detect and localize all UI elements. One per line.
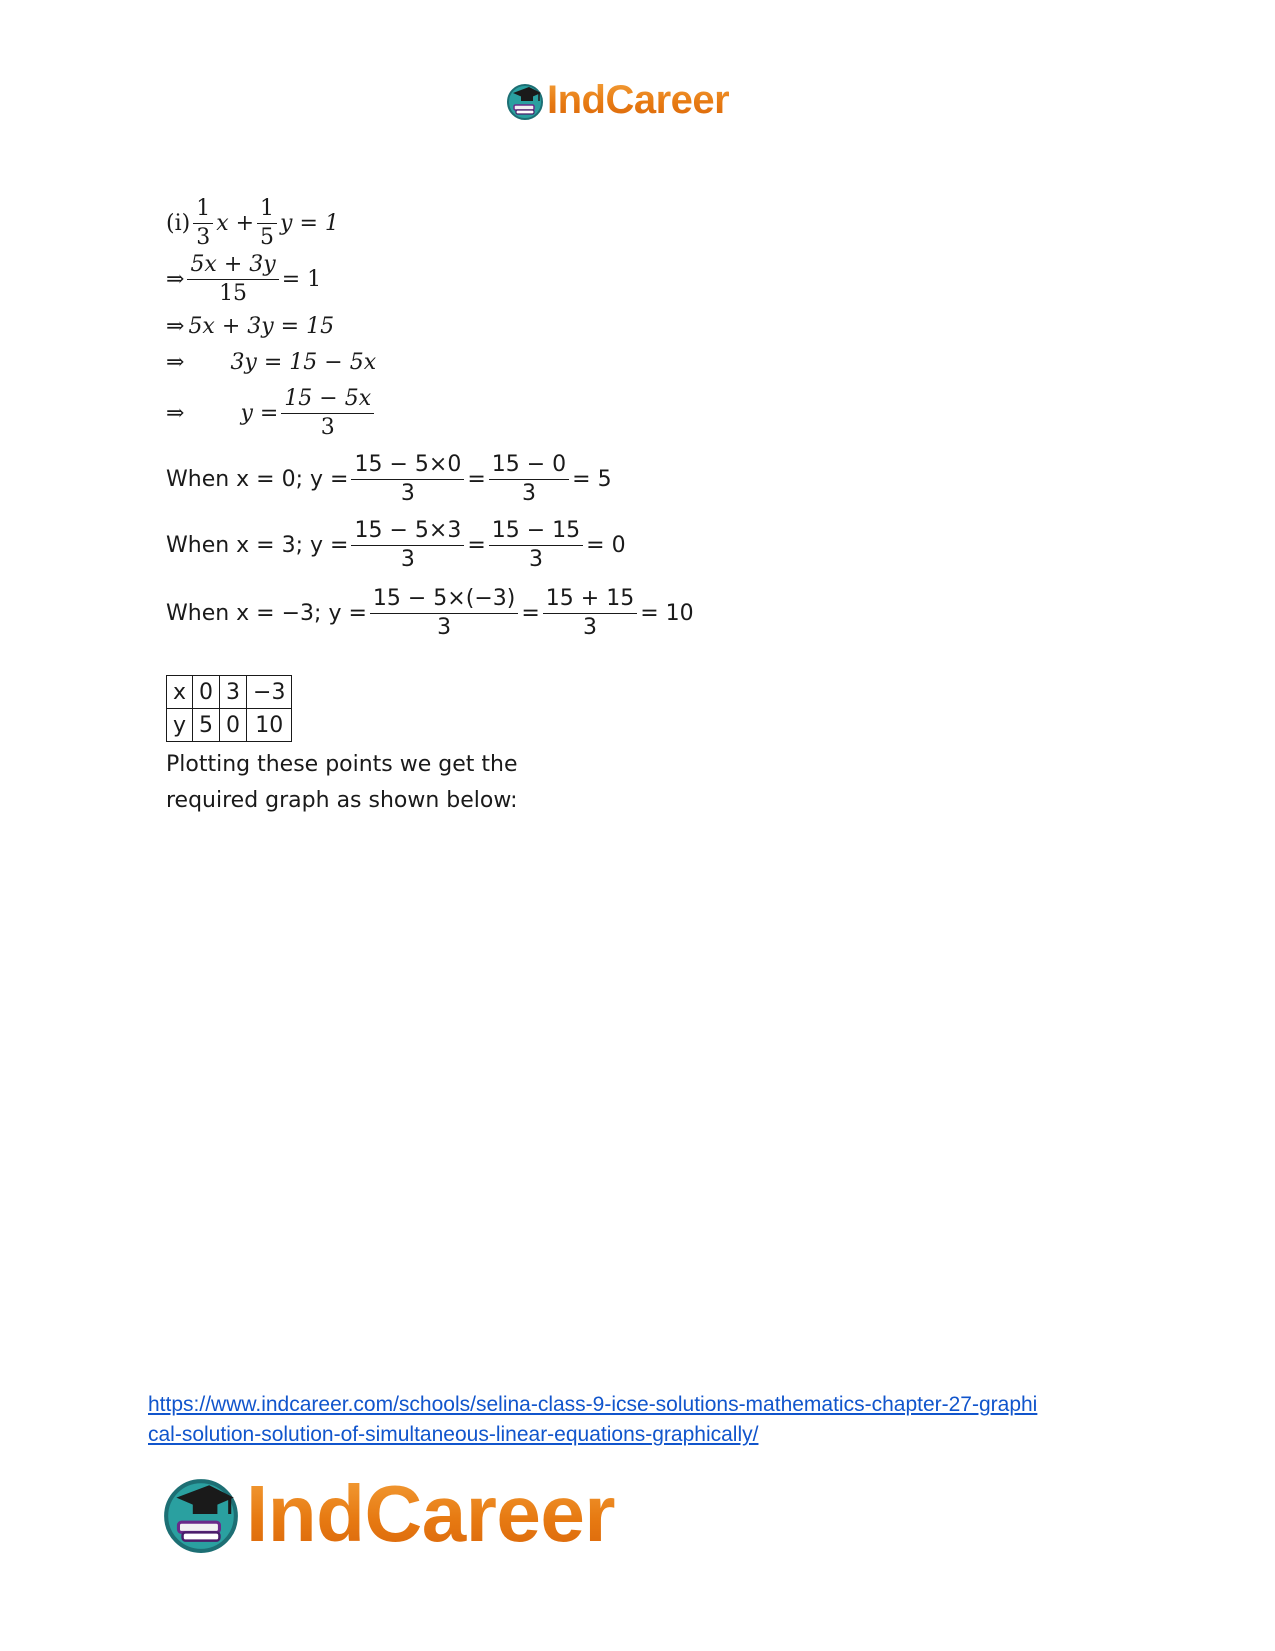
fraction-denominator: 3 — [400, 547, 415, 572]
table-cell: 0 — [193, 676, 220, 709]
brand-logo-text: IndCareer — [547, 78, 730, 122]
fraction — [193, 196, 213, 251]
values-table — [166, 675, 292, 742]
fraction-numerator: 15 + 15 — [543, 586, 637, 614]
implies-symbol: ⇒ — [166, 401, 185, 426]
part-label: (i) — [166, 211, 191, 236]
equals-sign: = — [467, 467, 486, 492]
substitution-label: When x = −3; y = — [166, 601, 367, 626]
fraction-denominator: 3 — [528, 547, 543, 572]
substitution-line-x3 — [166, 518, 626, 573]
expression-text: 3y = 15 − 5x — [230, 350, 377, 375]
table-cell: 5 — [193, 709, 220, 742]
expression-text: y = 1 — [280, 211, 339, 236]
fraction-denominator: 3 — [400, 481, 415, 506]
fraction-numerator: 1 — [193, 196, 213, 224]
equation-line-1 — [166, 196, 339, 251]
substitution-label: When x = 3; y = — [166, 533, 349, 558]
result-text: = 5 — [572, 467, 612, 492]
expression-text: x + — [216, 211, 255, 236]
equation-line-3 — [166, 314, 334, 339]
expression-text: = 1 — [281, 267, 322, 292]
fraction-denominator: 3 — [196, 225, 211, 250]
fraction-denominator: 3 — [582, 615, 597, 640]
fraction — [370, 586, 518, 641]
brand-logo-bottom — [160, 1468, 615, 1560]
url-line-1: https://www.indcareer.com/schools/selina-class-9-icse-solutions-mathematics-chapter-27-graphi — [148, 1393, 1038, 1416]
fraction — [257, 196, 277, 251]
equation-line-5 — [166, 386, 377, 441]
fraction-denominator: 3 — [320, 415, 335, 440]
result-text: = 10 — [640, 601, 694, 626]
fraction — [187, 252, 278, 307]
fraction-numerator: 15 − 5×0 — [351, 452, 464, 480]
substitution-label: When x = 0; y = — [166, 467, 349, 492]
fraction-numerator: 5x + 3y — [187, 252, 278, 280]
table-cell: 10 — [247, 709, 292, 742]
fraction-denominator: 3 — [437, 615, 452, 640]
fraction-numerator: 15 − 15 — [489, 518, 583, 546]
equation-line-4 — [166, 350, 376, 375]
substitution-line-xneg3 — [166, 586, 694, 641]
equals-sign: = — [467, 533, 486, 558]
fraction-numerator: 1 — [257, 196, 277, 224]
implies-symbol: ⇒ — [166, 350, 185, 375]
table-cell: −3 — [247, 676, 292, 709]
conclusion-line-2: required graph as shown below: — [166, 788, 518, 813]
graduation-cap-icon — [505, 81, 545, 121]
fraction — [351, 452, 464, 507]
source-url-link[interactable] — [148, 1390, 1128, 1450]
fraction-numerator: 15 − 0 — [489, 452, 569, 480]
table-cell: y — [167, 709, 193, 742]
table-cell: 3 — [220, 676, 247, 709]
fraction-denominator: 5 — [260, 225, 275, 250]
table-cell: 0 — [220, 709, 247, 742]
brand-logo-text: IndCareer — [246, 1469, 615, 1558]
result-text: = 0 — [586, 533, 626, 558]
graduation-cap-icon — [160, 1473, 242, 1555]
fraction-numerator: 15 − 5x — [281, 386, 374, 414]
fraction — [351, 518, 464, 573]
fraction-denominator: 3 — [521, 481, 536, 506]
expression-text: y = — [240, 401, 279, 426]
table-cell: x — [167, 676, 193, 709]
fraction-numerator: 15 − 5×3 — [351, 518, 464, 546]
equation-line-2 — [166, 252, 321, 307]
equals-sign: = — [521, 601, 540, 626]
substitution-line-x0 — [166, 452, 612, 507]
fraction — [489, 518, 583, 573]
expression-text: 5x + 3y = 15 — [188, 314, 335, 339]
table-row — [167, 676, 292, 709]
table-row — [167, 709, 292, 742]
fraction — [489, 452, 569, 507]
fraction — [281, 386, 374, 441]
brand-logo-top — [505, 78, 729, 123]
url-line-2: cal-solution-solution-of-simultaneous-linear-equations-graphically/ — [148, 1423, 759, 1446]
implies-symbol: ⇒ — [166, 267, 185, 292]
fraction — [543, 586, 637, 641]
fraction-denominator: 15 — [219, 281, 248, 306]
conclusion-line-1: Plotting these points we get the — [166, 752, 518, 777]
fraction-numerator: 15 − 5×(−3) — [370, 586, 518, 614]
implies-symbol: ⇒ — [166, 314, 185, 339]
